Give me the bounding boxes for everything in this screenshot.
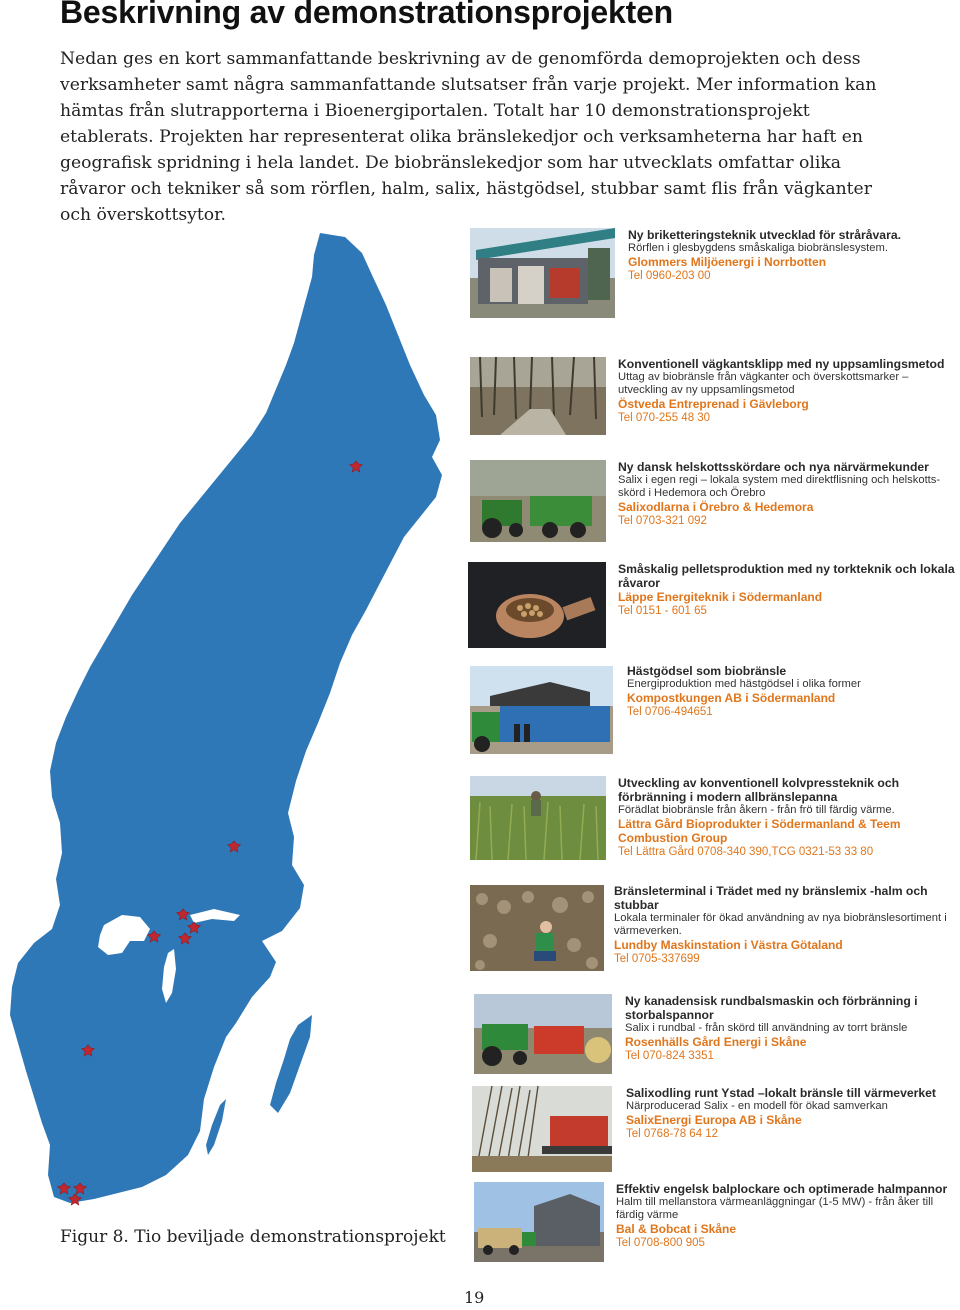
project-title: Hästgödsel som biobränsle	[627, 664, 787, 678]
project-title: Ny briketteringsteknik utvecklad för stråråvara.	[628, 228, 901, 242]
project-description: Lokala terminaler för ökad användning av nya biobränslesortiment i värmeverken.	[614, 912, 947, 937]
gotland-island-shape	[270, 1015, 312, 1113]
project-description: Rörflen i glesbygdens småskaliga biobränslesystem.	[628, 242, 888, 254]
project-phone: Tel 0768-78 64 12	[626, 1128, 719, 1140]
project-description: Salix i rundbal - från skörd till användning av torrt bränsle	[625, 1022, 908, 1034]
project-phone: Tel 0151 - 601 65	[618, 605, 707, 617]
project-photo-9	[472, 1086, 612, 1172]
project-description: Halm till mellanstora värmeanläggningar (1-5 MW) - från åker till färdig värme	[616, 1196, 934, 1221]
project-title: Bränsleterminal i Trädet med ny bränslemix -halm och stubbar	[614, 884, 928, 912]
project-title: Ny dansk helskottsskördare och nya närvärmekunder	[618, 460, 929, 474]
page-number: 19	[464, 1288, 485, 1307]
project-title: Ny kanadensisk rundbalsmaskin och förbränning i storbalspannor	[625, 994, 918, 1022]
figure-caption: Figur 8. Tio beviljade demonstrationsprojekt	[60, 1227, 446, 1247]
project-photo-1	[470, 228, 615, 318]
sweden-map	[0, 225, 470, 1225]
project-photo-7	[470, 885, 604, 971]
oland-island-shape	[206, 1099, 226, 1155]
project-organization: Lundby Maskinstation i Västra Götaland	[614, 938, 843, 952]
intro-paragraph: Nedan ges en kort sammanfattande beskrivning av de genomförda demoprojekten och dess verksamheter samt några sammanfattande slutsatser från varje projekt. Mer information kan hämtas från slutrapporterna i Bioenergiportalen. Totalt har 10 demonstrationsprojekt etablerats. Projekten har representerat olika bränslekedjor och verksamheterna har haft en geografisk spridning i hela landet. De biobränslekedjor som har utvecklats omfattar olika råvaror och tekniker så som rörflen, halm, salix, hästgödsel, stubbar samt flis från vägkanter och överskottsytor.	[60, 49, 877, 225]
project-organization: SalixEnergi Europa AB i Skåne	[626, 1113, 802, 1127]
project-phone: Tel 0705-337699	[614, 953, 700, 965]
project-phone: Tel 0708-800 905	[616, 1237, 705, 1249]
project-description: Närproducerad Salix - en modell för ökad samverkan	[626, 1100, 888, 1112]
project-organization: Rosenhälls Gård Energi i Skåne	[625, 1035, 807, 1049]
project-organization: Glommers Miljöenergi i Norrbotten	[628, 255, 827, 269]
project-photo-4	[468, 562, 606, 648]
project-photo-6	[470, 776, 606, 860]
project-organization: Lättra Gård Bioprodukter i Södermanland & Teem Combustion Group	[618, 817, 901, 845]
project-organization: Läppe Energiteknik i Södermanland	[618, 590, 823, 604]
project-phone: Tel 0960-203 00	[628, 270, 711, 282]
project-organization: Bal & Bobcat i Skåne	[616, 1222, 737, 1236]
project-photo-2	[470, 357, 606, 435]
page-heading: Beskrivning av demonstrationsprojekten	[60, 0, 674, 30]
project-title: Salixodling runt Ystad –lokalt bränsle till värmeverket	[626, 1086, 936, 1100]
project-phone: Tel Lättra Gård 0708-340 390,TCG 0321-53 33 80	[618, 846, 874, 858]
project-description: Uttag av biobränsle från vägkanter och överskottsmarker – utveckling av ny uppsamlingsmetod	[618, 371, 909, 396]
project-title: Småskalig pelletsproduktion med ny torkteknik och lokala råvaror	[618, 562, 955, 590]
project-photo-10	[474, 1182, 604, 1262]
project-phone: Tel 0703-321 092	[618, 515, 707, 527]
project-title: Utveckling av konventionell kolvpressteknik och förbränning i modern allbränslepanna	[618, 776, 900, 804]
project-phone: Tel 070-255 48 30	[618, 412, 711, 424]
sweden-mainland-shape	[10, 233, 442, 1203]
project-organization: Salixodlarna i Örebro & Hedemora	[618, 500, 814, 514]
project-organization: Kompostkungen AB i Södermanland	[627, 691, 836, 705]
project-organization: Östveda Entreprenad i Gävleborg	[618, 397, 809, 411]
project-photo-3	[470, 460, 606, 542]
project-phone: Tel 0706-494651	[627, 706, 713, 718]
project-description: Energiproduktion med hästgödsel i olika former	[627, 678, 861, 690]
project-phone: Tel 070-824 3351	[625, 1050, 714, 1062]
project-description: Förädlat biobränsle från åkern - från frö till färdig värme.	[618, 804, 895, 816]
project-photo-8	[474, 994, 612, 1074]
project-title: Konventionell vägkantsklipp med ny uppsamlingsmetod	[618, 357, 945, 371]
project-description: Salix i egen regi – lokala system med direktflisning och helskotts-skörd i Hedemora och Örebro	[618, 474, 941, 499]
project-title: Effektiv engelsk balplockare och optimerade halmpannor	[616, 1182, 948, 1196]
project-photo-5	[470, 666, 613, 754]
